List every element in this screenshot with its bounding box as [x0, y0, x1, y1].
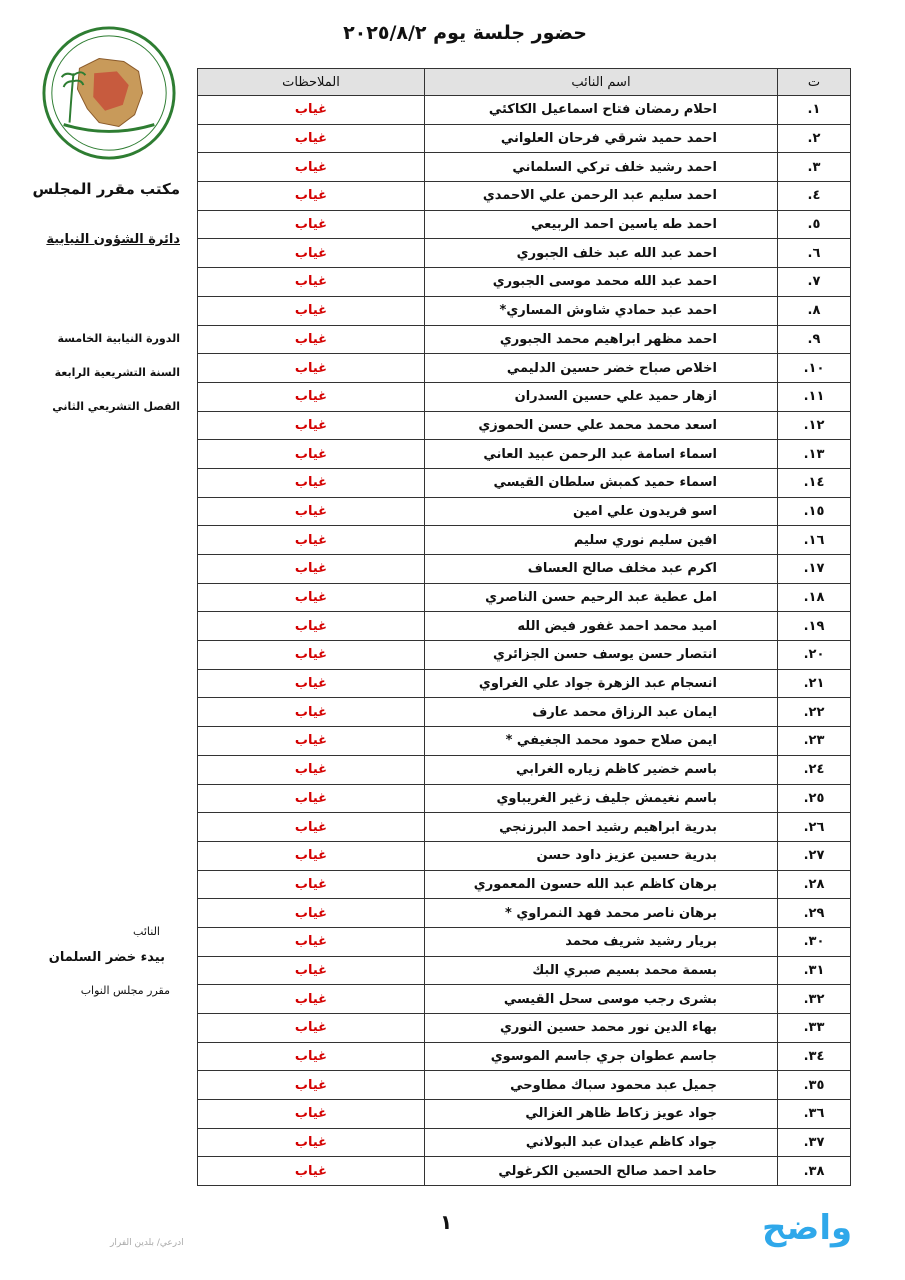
member-name: ازهار حميد علي حسين السدران — [425, 382, 778, 411]
row-number: ٣١. — [778, 956, 851, 985]
member-name: انسجام عبد الزهرة جواد علي الغراوي — [425, 669, 778, 698]
table-row — [198, 1071, 851, 1100]
absence-note: غياب — [198, 899, 425, 928]
absence-note: غياب — [198, 612, 425, 641]
table-row — [198, 124, 851, 153]
row-number: ٤. — [778, 182, 851, 211]
member-name: احمد رشيد خلف تركي السلماني — [425, 153, 778, 182]
table-row — [198, 899, 851, 928]
row-number: ١١. — [778, 382, 851, 411]
absence-note: غياب — [198, 1100, 425, 1129]
table-row — [198, 497, 851, 526]
table-row — [198, 382, 851, 411]
member-name: حامد احمد صالح الحسين الكرغولي — [425, 1157, 778, 1186]
row-number: ١٣. — [778, 440, 851, 469]
table-row — [198, 296, 851, 325]
member-name: بهاء الدين نور محمد حسين النوري — [425, 1014, 778, 1043]
member-name: احمد عبد حمادي شاوش المساري* — [425, 296, 778, 325]
header-name: اسم النائب — [425, 69, 778, 96]
absence-note: غياب — [198, 468, 425, 497]
absence-note: غياب — [198, 1128, 425, 1157]
row-number: ٧. — [778, 268, 851, 297]
member-name: اكرم عبد مخلف صالح العساف — [425, 555, 778, 584]
absence-note: غياب — [198, 124, 425, 153]
table-row — [198, 440, 851, 469]
table-row — [198, 698, 851, 727]
absence-note: غياب — [198, 382, 425, 411]
table-row — [198, 1157, 851, 1186]
table-row — [198, 727, 851, 756]
table-row — [198, 268, 851, 297]
row-number: ٢٩. — [778, 899, 851, 928]
row-number: ٢٥. — [778, 784, 851, 813]
absence-note: غياب — [198, 956, 425, 985]
absence-note: غياب — [198, 497, 425, 526]
table-row — [198, 468, 851, 497]
member-name: افين سليم نوري سليم — [425, 526, 778, 555]
absence-note: غياب — [198, 641, 425, 670]
row-number: ٢٦. — [778, 813, 851, 842]
member-name: باسم نغيمش جليف زغير الغريباوي — [425, 784, 778, 813]
member-name: احلام رمضان فتاح اسماعيل الكاكئي — [425, 96, 778, 125]
absence-note: غياب — [198, 755, 425, 784]
row-number: ٢٨. — [778, 870, 851, 899]
table-row — [198, 1128, 851, 1157]
table-row — [198, 985, 851, 1014]
member-name: جواد كاظم عيدان عبد البولاني — [425, 1128, 778, 1157]
legislative-year-label: السنة التشريعية الرابعة — [54, 366, 180, 379]
member-name: ايمان عبد الرزاق محمد عارف — [425, 698, 778, 727]
absence-note: غياب — [198, 813, 425, 842]
row-number: ١٦. — [778, 526, 851, 555]
page-title: حضور جلسة يوم ٢٠٢٥/٨/٢ — [343, 22, 587, 44]
absence-note: غياب — [198, 354, 425, 383]
member-name: اخلاص صباح خضر حسين الدليمي — [425, 354, 778, 383]
member-name: اسماء حميد كمبش سلطان القيسي — [425, 468, 778, 497]
absence-note: غياب — [198, 526, 425, 555]
absence-note: غياب — [198, 784, 425, 813]
member-name: برهان كاظم عبد الله حسون المعموري — [425, 870, 778, 899]
absence-note: غياب — [198, 1071, 425, 1100]
absence-note: غياب — [198, 698, 425, 727]
row-number: ٣٢. — [778, 985, 851, 1014]
absence-note: غياب — [198, 669, 425, 698]
header-notes: الملاحظات — [198, 69, 425, 96]
member-name: بريار رشيد شريف محمد — [425, 927, 778, 956]
page-number: ١ — [440, 1210, 453, 1234]
member-name: احمد سليم عبد الرحمن علي الاحمدي — [425, 182, 778, 211]
row-number: ٣٨. — [778, 1157, 851, 1186]
absence-note: غياب — [198, 927, 425, 956]
member-name: بدرية حسين عزيز داود حسن — [425, 841, 778, 870]
row-number: ٣٥. — [778, 1071, 851, 1100]
absence-note: غياب — [198, 411, 425, 440]
absence-note: غياب — [198, 870, 425, 899]
member-name: احمد عبد الله عبد خلف الجبوري — [425, 239, 778, 268]
row-number: ٦. — [778, 239, 851, 268]
row-number: ١. — [778, 96, 851, 125]
table-row — [198, 956, 851, 985]
table-row — [198, 841, 851, 870]
table-row — [198, 1014, 851, 1043]
row-number: ٢٢. — [778, 698, 851, 727]
row-number: ١٩. — [778, 612, 851, 641]
term-label: الدورة النيابية الخامسة — [57, 332, 180, 345]
absence-note: غياب — [198, 440, 425, 469]
member-name: اسعد محمد محمد علي حسن الحموزي — [425, 411, 778, 440]
row-number: ٥. — [778, 210, 851, 239]
row-number: ٣٦. — [778, 1100, 851, 1129]
table-row — [198, 325, 851, 354]
row-number: ٣. — [778, 153, 851, 182]
row-number: ٢١. — [778, 669, 851, 698]
member-name: ايمن صلاح حمود محمد الجغيفي * — [425, 727, 778, 756]
member-name: اسو فريدون علي امين — [425, 497, 778, 526]
member-name: بسمة محمد بسيم صبري البك — [425, 956, 778, 985]
member-name: انتصار حسن يوسف حسن الجزائري — [425, 641, 778, 670]
row-number: ٣٤. — [778, 1042, 851, 1071]
row-number: ٣٧. — [778, 1128, 851, 1157]
table-row — [198, 784, 851, 813]
member-name: امل عطية عبد الرحيم حسن الناصري — [425, 583, 778, 612]
parliament-logo — [40, 24, 178, 162]
table-row — [198, 1042, 851, 1071]
member-name: احمد طه ياسين احمد الربيعي — [425, 210, 778, 239]
absence-note: غياب — [198, 1157, 425, 1186]
row-number: ٢. — [778, 124, 851, 153]
row-number: ١٥. — [778, 497, 851, 526]
member-name: برهان ناصر محمد فهد النمراوي * — [425, 899, 778, 928]
member-name: باسم خضير كاظم زياره الغرابي — [425, 755, 778, 784]
office-label: مكتب مقرر المجلس — [32, 180, 180, 198]
row-number: ١٠. — [778, 354, 851, 383]
member-name: بدرية ابراهيم رشيد احمد البرزنجي — [425, 813, 778, 842]
member-name: جواد عويز زكاط ظاهر الغزالي — [425, 1100, 778, 1129]
table-row — [198, 96, 851, 125]
table-row — [198, 927, 851, 956]
table-row — [198, 641, 851, 670]
row-number: ٨. — [778, 296, 851, 325]
signature-name: بيدء خضر السلمان — [48, 950, 165, 965]
row-number: ١٤. — [778, 468, 851, 497]
absence-note: غياب — [198, 727, 425, 756]
row-number: ٢٤. — [778, 755, 851, 784]
row-number: ٢٣. — [778, 727, 851, 756]
absence-note: غياب — [198, 1014, 425, 1043]
table-row — [198, 612, 851, 641]
table-row — [198, 669, 851, 698]
absence-note: غياب — [198, 182, 425, 211]
table-row — [198, 1100, 851, 1129]
table-row — [198, 870, 851, 899]
attendance-table — [197, 68, 851, 1186]
header-number: ت — [778, 69, 851, 96]
absence-note: غياب — [198, 296, 425, 325]
absence-note: غياب — [198, 325, 425, 354]
member-name: جاسم عطوان جري جاسم الموسوي — [425, 1042, 778, 1071]
table-row — [198, 239, 851, 268]
table-row — [198, 526, 851, 555]
row-number: ٢٧. — [778, 841, 851, 870]
absence-note: غياب — [198, 239, 425, 268]
absence-note: غياب — [198, 96, 425, 125]
row-number: ١٧. — [778, 555, 851, 584]
absence-note: غياب — [198, 985, 425, 1014]
table-row — [198, 210, 851, 239]
row-number: ١٨. — [778, 583, 851, 612]
member-name: احمد عبد الله محمد موسى الجبوري — [425, 268, 778, 297]
row-number: ٩. — [778, 325, 851, 354]
absence-note: غياب — [198, 1042, 425, 1071]
absence-note: غياب — [198, 210, 425, 239]
row-number: ١٢. — [778, 411, 851, 440]
signature-role: النائب — [133, 925, 160, 938]
absence-note: غياب — [198, 583, 425, 612]
semester-label: الفصل التشريعي الثاني — [52, 400, 180, 413]
watermark-logo: واضح — [762, 1208, 853, 1248]
member-name: بشرى رجب موسى سحل القيسي — [425, 985, 778, 1014]
row-number: ٢٠. — [778, 641, 851, 670]
footnote-signature: ادرعي/ بلدين الفرار — [110, 1238, 184, 1248]
table-row — [198, 182, 851, 211]
absence-note: غياب — [198, 268, 425, 297]
row-number: ٣٠. — [778, 927, 851, 956]
table-row — [198, 354, 851, 383]
table-header-row — [198, 69, 851, 96]
department-label: دائرة الشؤون النيابية — [46, 232, 180, 247]
table-row — [198, 755, 851, 784]
member-name: احمد حميد شرقي فرحان العلواني — [425, 124, 778, 153]
row-number: ٣٣. — [778, 1014, 851, 1043]
signature-position: مقرر مجلس النواب — [80, 984, 170, 997]
member-name: اسماء اسامة عبد الرحمن عبيد العاني — [425, 440, 778, 469]
member-name: جميل عبد محمود سباك مطاوحي — [425, 1071, 778, 1100]
absence-note: غياب — [198, 841, 425, 870]
table-row — [198, 411, 851, 440]
table-row — [198, 555, 851, 584]
member-name: احمد مظهر ابراهيم محمد الجبوري — [425, 325, 778, 354]
table-row — [198, 153, 851, 182]
member-name: اميد محمد احمد غفور فيض الله — [425, 612, 778, 641]
table-row — [198, 583, 851, 612]
absence-note: غياب — [198, 153, 425, 182]
table-row — [198, 813, 851, 842]
absence-note: غياب — [198, 555, 425, 584]
